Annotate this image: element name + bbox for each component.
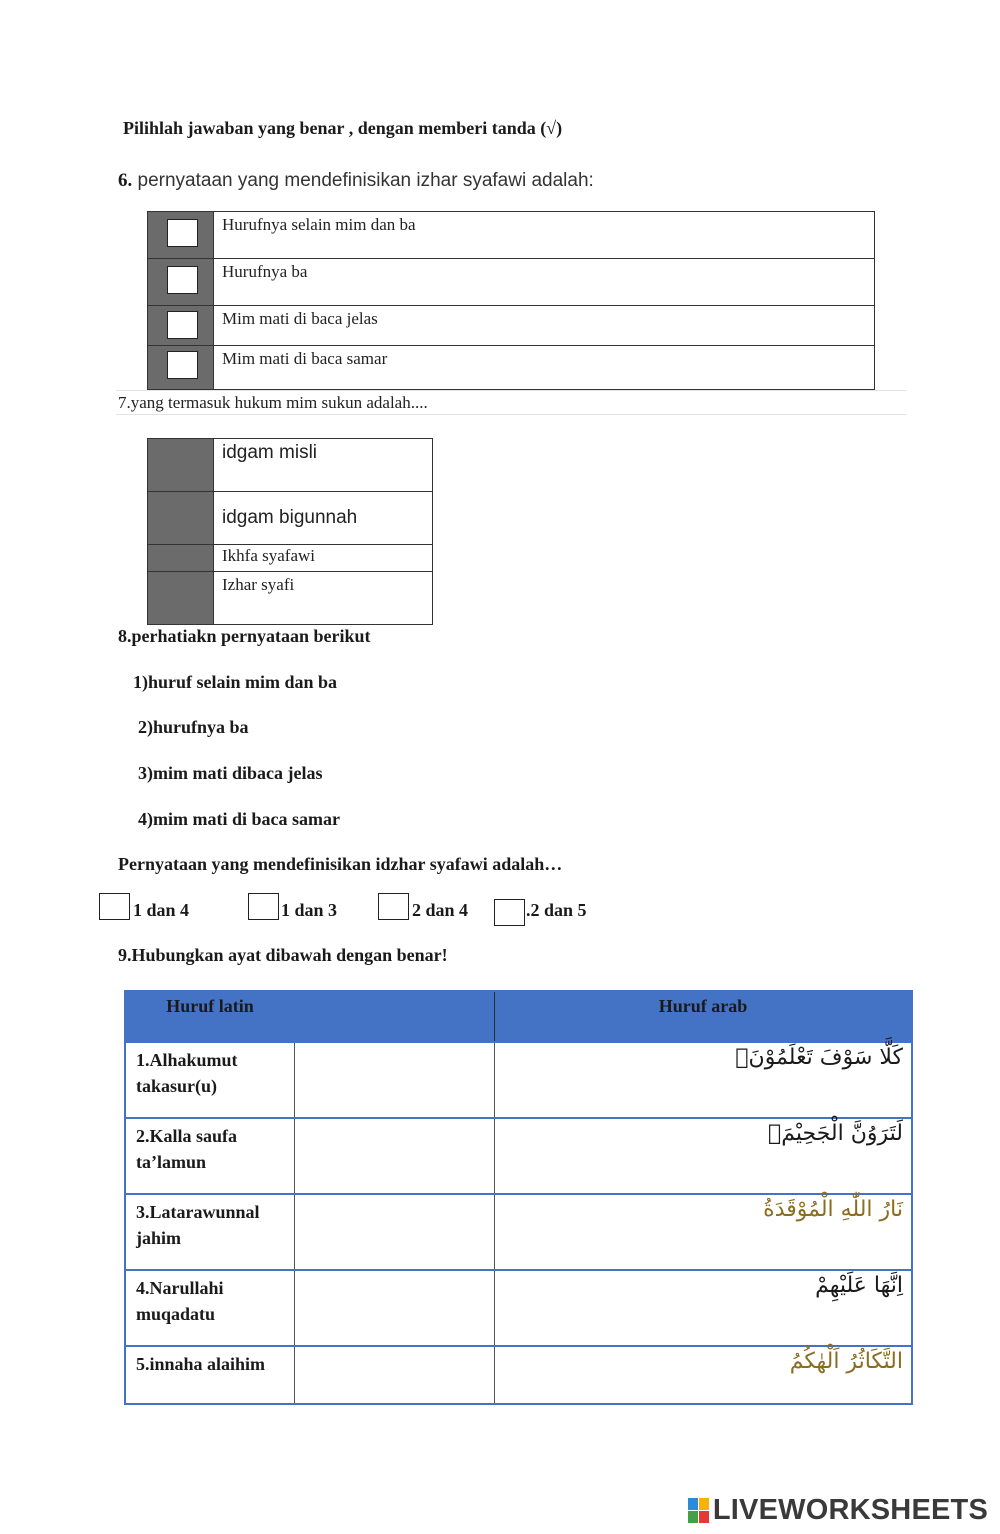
option-label: Mim mati di baca jelas bbox=[214, 306, 875, 346]
option-cell bbox=[148, 259, 214, 306]
option-cell[interactable] bbox=[148, 545, 214, 572]
option-row[interactable] bbox=[148, 572, 433, 625]
question-6-text: pernyataan yang mendefinisikan izhar syafawi adalah: bbox=[132, 170, 594, 191]
choice-label: 1 dan 4 bbox=[133, 900, 190, 920]
statement-item: 1)huruf selain mim dan ba bbox=[133, 672, 338, 692]
choice-label: .2 dan 5 bbox=[526, 900, 587, 920]
option-label: Hurufnya ba bbox=[214, 259, 875, 306]
option-cell[interactable] bbox=[148, 572, 214, 625]
latin-cell: 1.Alhakumut takasur(u) bbox=[125, 1042, 295, 1118]
choice-checkbox[interactable] bbox=[378, 893, 409, 920]
latin-cell: 2.Kalla saufa ta’lamun bbox=[125, 1118, 295, 1194]
statement-item: 2)hurufnya ba bbox=[138, 717, 249, 737]
table-row bbox=[125, 1270, 912, 1346]
header-answer bbox=[295, 991, 495, 1042]
question-6-options bbox=[147, 211, 875, 390]
question-7-options bbox=[147, 438, 433, 625]
option-cell[interactable] bbox=[148, 439, 214, 492]
question-6 bbox=[118, 170, 594, 192]
header-arab: Huruf arab bbox=[495, 991, 913, 1042]
option-cell bbox=[148, 346, 214, 390]
header-latin: Huruf latin bbox=[125, 991, 295, 1042]
matching-table bbox=[124, 990, 913, 1405]
option-row[interactable] bbox=[148, 212, 875, 259]
table-row bbox=[125, 1194, 912, 1270]
option-label: Hurufnya selain mim dan ba bbox=[214, 212, 875, 259]
option-checkbox[interactable] bbox=[167, 266, 198, 294]
option-checkbox[interactable] bbox=[167, 311, 198, 339]
choice-checkbox[interactable] bbox=[99, 893, 130, 920]
option-label: idgam misli bbox=[214, 439, 433, 492]
divider bbox=[116, 390, 906, 391]
choice-label: 2 dan 4 bbox=[412, 900, 469, 920]
answer-drop-cell[interactable] bbox=[295, 1346, 495, 1404]
option-row[interactable] bbox=[148, 439, 433, 492]
option-cell bbox=[148, 306, 214, 346]
table-row bbox=[125, 1346, 912, 1404]
arab-cell[interactable]: التَّكَاثُرُ اَلْهٰكُمُ bbox=[495, 1346, 913, 1404]
arab-cell[interactable]: اِنَّهَا عَلَيْهِمْ bbox=[495, 1270, 913, 1346]
question-8-prompt: Pernyataan yang mendefinisikan idzhar syafawi adalah… bbox=[118, 854, 563, 874]
statement-item: 4)mim mati di baca samar bbox=[138, 809, 340, 829]
answer-drop-cell[interactable] bbox=[295, 1270, 495, 1346]
table-header-row bbox=[125, 991, 912, 1042]
latin-cell: 4.Narullahi muqadatu bbox=[125, 1270, 295, 1346]
latin-cell: 3.Latarawunnal jahim bbox=[125, 1194, 295, 1270]
brand-name: LIVEWORKSHEETS bbox=[712, 1494, 988, 1526]
choice-label: 1 dan 3 bbox=[281, 900, 338, 920]
option-label: Izhar syafi bbox=[214, 572, 433, 625]
statement-item: 3)mim mati dibaca jelas bbox=[138, 763, 323, 783]
question-9-title: 9.Hubungkan ayat dibawah dengan benar! bbox=[118, 945, 448, 965]
latin-cell: 5.innaha alaihim bbox=[125, 1346, 295, 1404]
question-8-title: 8.perhatiakn pernyataan berikut bbox=[118, 626, 371, 646]
option-row[interactable] bbox=[148, 346, 875, 390]
option-cell[interactable] bbox=[148, 492, 214, 545]
answer-drop-cell[interactable] bbox=[295, 1118, 495, 1194]
choice-checkbox[interactable] bbox=[494, 899, 525, 926]
answer-drop-cell[interactable] bbox=[295, 1194, 495, 1270]
option-row[interactable] bbox=[148, 492, 433, 545]
answer-drop-cell[interactable] bbox=[295, 1042, 495, 1118]
arab-cell[interactable]: لَتَرَوُنَّ الْجَحِيْمَۙ bbox=[495, 1118, 913, 1194]
table-row bbox=[125, 1042, 912, 1118]
choice-checkbox[interactable] bbox=[248, 893, 279, 920]
option-label: Mim mati di baca samar bbox=[214, 346, 875, 390]
option-cell bbox=[148, 212, 214, 259]
arab-cell[interactable]: نَارُ اللّٰهِ الْمُوْقَدَةُ bbox=[495, 1194, 913, 1270]
divider bbox=[116, 414, 906, 415]
table-row bbox=[125, 1118, 912, 1194]
question-7-text: 7.yang termasuk hukum mim sukun adalah.... bbox=[118, 393, 428, 412]
question-6-number: 6. bbox=[118, 170, 133, 191]
arab-cell[interactable]: كَلَّا سَوْفَ تَعْلَمُوْنَۙ bbox=[495, 1042, 913, 1118]
option-row[interactable] bbox=[148, 259, 875, 306]
option-label: idgam bigunnah bbox=[214, 492, 433, 545]
option-label: Ikhfa syafawi bbox=[214, 545, 433, 572]
brand-logo[interactable] bbox=[688, 1494, 988, 1527]
option-row[interactable] bbox=[148, 306, 875, 346]
liveworksheets-logo-icon bbox=[688, 1498, 710, 1524]
option-checkbox[interactable] bbox=[167, 219, 198, 247]
instruction-text: Pilihlah jawaban yang benar , dengan memberi tanda (√) bbox=[123, 118, 563, 138]
option-row[interactable] bbox=[148, 545, 433, 572]
option-checkbox[interactable] bbox=[167, 351, 198, 379]
